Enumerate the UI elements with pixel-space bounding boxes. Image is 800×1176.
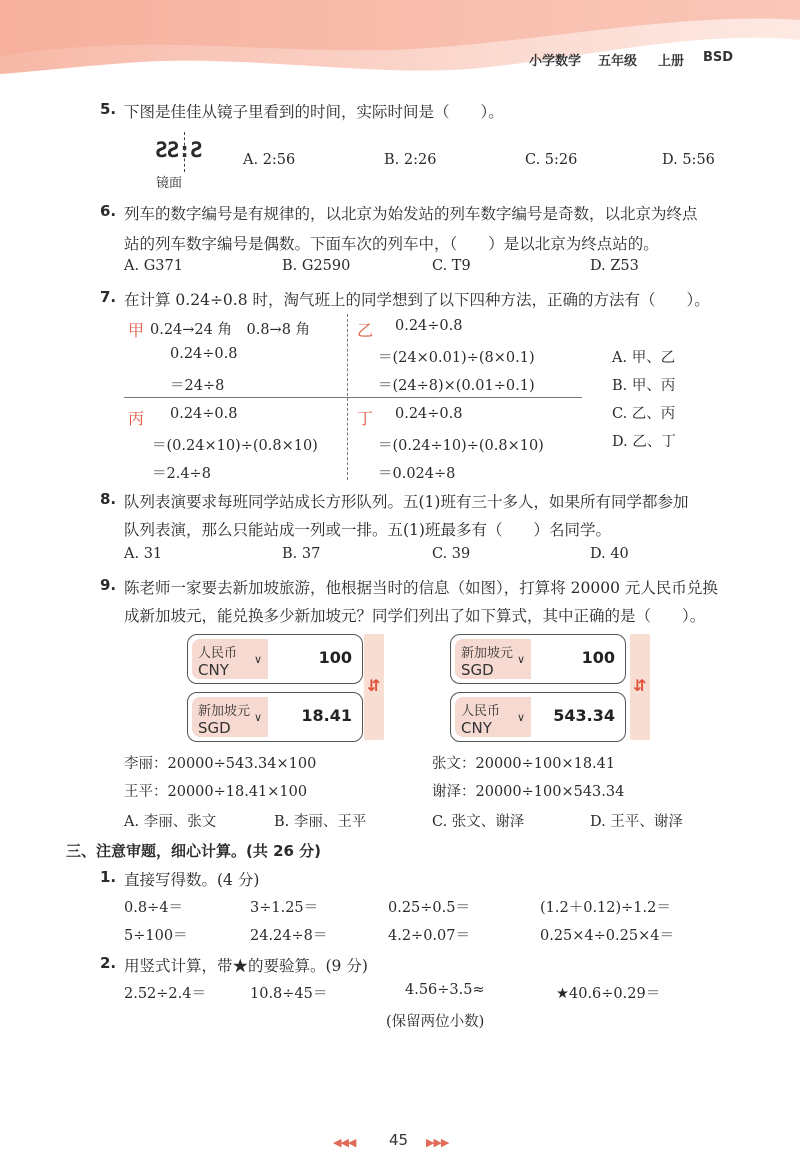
currency-amount: 543.34: [553, 706, 615, 725]
calc-item: 0.8÷4＝: [124, 900, 183, 916]
currency-code: CNY: [461, 719, 492, 737]
q6-number: 6.: [100, 202, 117, 220]
next-page-arrows-icon: ▶▶▶: [426, 1136, 449, 1149]
q7-number: 7.: [100, 288, 117, 306]
chevron-down-icon: ∨: [254, 711, 263, 724]
method-bing-line2: ＝(0.24×10)÷(0.8×10): [152, 438, 318, 454]
method-ding-label: 丁: [357, 409, 374, 428]
formula-xieze: 谢泽：20000÷100×543.34: [432, 784, 625, 800]
q9-number: 9.: [100, 576, 117, 594]
vertical-calc-star-item: ★40.6÷0.29＝: [556, 986, 661, 1002]
method-jia-line1: 0.24→24 角 0.8→8 角: [150, 322, 311, 338]
method-ding-line3: ＝0.024÷8: [378, 466, 456, 482]
swap-arrows-icon: ⇵: [633, 676, 647, 695]
mirror-line: [184, 132, 185, 172]
method-bing-line1: 0.24÷0.8: [170, 406, 238, 422]
currency-name: 人民币: [461, 704, 501, 719]
calc-item: (1.2＋0.12)÷1.2＝: [540, 900, 671, 916]
currency-code: CNY: [198, 661, 229, 679]
s3-p1-number: 1.: [100, 868, 117, 886]
currency-name: 新加坡元: [461, 646, 514, 661]
vertical-calc-item: 4.56÷3.5≈: [405, 982, 485, 998]
calc-item: 3÷1.25＝: [250, 900, 319, 916]
currency-code: SGD: [198, 719, 231, 737]
formula-zhangwen: 张文：20000÷100×18.41: [432, 756, 616, 772]
q8-text-line1: 队列表演要求每班同学站成长方形队列。五(1)班有三十多人，如果所有同学都参加: [124, 493, 689, 511]
q7-option-b: B. 甲、丙: [612, 378, 676, 394]
converter-right-bottom-field: [450, 692, 626, 742]
header-grade: 五年级: [598, 54, 638, 69]
chevron-down-icon: ∨: [517, 711, 526, 724]
method-yi-line2: ＝(24×0.01)÷(8×0.1): [378, 350, 535, 366]
q5-option-d: D. 5:56: [662, 152, 715, 168]
q5-option-a: A. 2:56: [243, 152, 296, 168]
currency-amount: 100: [318, 648, 352, 667]
q8-option-a: A. 31: [124, 546, 163, 562]
header-edition: BSD: [703, 50, 734, 65]
q5-option-b: B. 2:26: [384, 152, 437, 168]
method-bing-label: 丙: [128, 409, 145, 428]
currency-label-panel: [192, 639, 268, 679]
calc-item: 24.24÷8＝: [250, 928, 328, 944]
converter-right-top-field: [450, 634, 626, 684]
formula-lili: 李丽：20000÷543.34×100: [124, 756, 317, 772]
q6-option-a: A. G371: [124, 258, 183, 274]
method-yi-line1: 0.24÷0.8: [395, 318, 463, 334]
q9-option-a: A. 李丽、张文: [124, 814, 217, 830]
converter-left-top-field: [187, 634, 363, 684]
q6-option-b: B. G2590: [282, 258, 351, 274]
s3-p2-text: 用竖式计算，带★的要验算。(9 分): [124, 957, 368, 975]
formula-wangping: 王平：20000÷18.41×100: [124, 784, 308, 800]
method-ding-line2: ＝(0.24÷10)÷(0.8×10): [378, 438, 544, 454]
calc-item: 0.25÷0.5＝: [388, 900, 470, 916]
q7-text: 在计算 0.24÷0.8 时，淘气班上的同学想到了以下四种方法，正确的方法有（ ）。: [124, 291, 710, 309]
mirror-label: 镜面: [156, 176, 183, 191]
calc-item: 4.2÷0.07＝: [388, 928, 470, 944]
vertical-calc-item: 10.8÷45＝: [250, 986, 328, 1002]
q9-option-b: B. 李丽、王平: [274, 814, 367, 830]
method-bing-line3: ＝2.4÷8: [152, 466, 211, 482]
s3-p2-number: 2.: [100, 954, 117, 972]
q8-text-line2: 队列表演，那么只能站成一列或一排。五(1)班最多有（ ）名同学。: [124, 521, 611, 539]
vertical-calc-item: 2.52÷2.4＝: [124, 986, 206, 1002]
currency-name: 人民币: [198, 646, 238, 661]
method-jia-label: 甲: [128, 321, 145, 340]
swap-arrows-icon: ⇵: [367, 676, 381, 695]
s3-p1-text: 直接写得数。(4 分): [124, 871, 260, 889]
method-ding-line1: 0.24÷0.8: [395, 406, 463, 422]
chevron-down-icon: ∨: [517, 653, 526, 666]
q6-text-line2: 站的列车数字编号是偶数。下面车次的列车中，（ ）是以北京为终点站的。: [124, 235, 659, 253]
header-volume: 上册: [658, 54, 685, 69]
q5-text: 下图是佳佳从镜子里看到的时间，实际时间是（ ）。: [124, 103, 504, 121]
q7-option-d: D. 乙、丁: [612, 434, 676, 450]
q7-option-c: C. 乙、丙: [612, 406, 676, 422]
calc-item: 0.25×4÷0.25×4＝: [540, 928, 674, 944]
currency-code: SGD: [461, 661, 494, 679]
q8-option-b: B. 37: [282, 546, 321, 562]
q6-option-d: D. Z53: [590, 258, 639, 274]
rounding-note: (保留两位小数): [386, 1014, 485, 1030]
currency-label-panel: [455, 697, 531, 737]
page-number: 45: [389, 1131, 409, 1149]
calc-item: 5÷100＝: [124, 928, 188, 944]
q9-option-c: C. 张文、谢泽: [432, 814, 525, 830]
q5-number: 5.: [100, 100, 117, 118]
q8-number: 8.: [100, 490, 117, 508]
currency-amount: 100: [581, 648, 615, 667]
currency-name: 新加坡元: [198, 704, 251, 719]
q9-option-d: D. 王平、谢泽: [590, 814, 683, 830]
method-jia-line2: 0.24÷0.8: [170, 346, 238, 362]
q8-option-d: D. 40: [590, 546, 629, 562]
q9-text-line2: 成新加坡元，能兑换多少新加坡元？同学们列出了如下算式，其中正确的是（ ）。: [124, 607, 706, 625]
q8-option-c: C. 39: [432, 546, 471, 562]
currency-amount: 18.41: [301, 706, 352, 725]
q6-option-c: C. T9: [432, 258, 471, 274]
chevron-down-icon: ∨: [254, 653, 263, 666]
currency-label-panel: [455, 639, 531, 679]
q7-table-horizontal-divider: [124, 397, 582, 398]
q6-text-line1: 列车的数字编号是有规律的，以北京为始发站的列车数字编号是奇数，以北京为终点: [124, 205, 698, 223]
method-jia-line3: ＝24÷8: [170, 378, 225, 394]
currency-label-panel: [192, 697, 268, 737]
method-yi-label: 乙: [357, 321, 374, 340]
q9-text-line1: 陈老师一家要去新加坡旅游，他根据当时的信息（如图），打算将 20000 元人民币兑换: [124, 579, 718, 597]
prev-page-arrows-icon: ◀◀◀: [333, 1136, 356, 1149]
q7-option-a: A. 甲、乙: [612, 350, 676, 366]
converter-left-bottom-field: [187, 692, 363, 742]
method-yi-line3: ＝(24÷8)×(0.01÷0.1): [378, 378, 535, 394]
mirrored-clock-digits: ƧƧ:Ƨ: [155, 138, 202, 162]
q5-option-c: C. 5:26: [525, 152, 578, 168]
section3-title: 三、注意审题，细心计算。(共 26 分): [66, 842, 322, 860]
header-subject: 小学数学: [529, 54, 582, 69]
